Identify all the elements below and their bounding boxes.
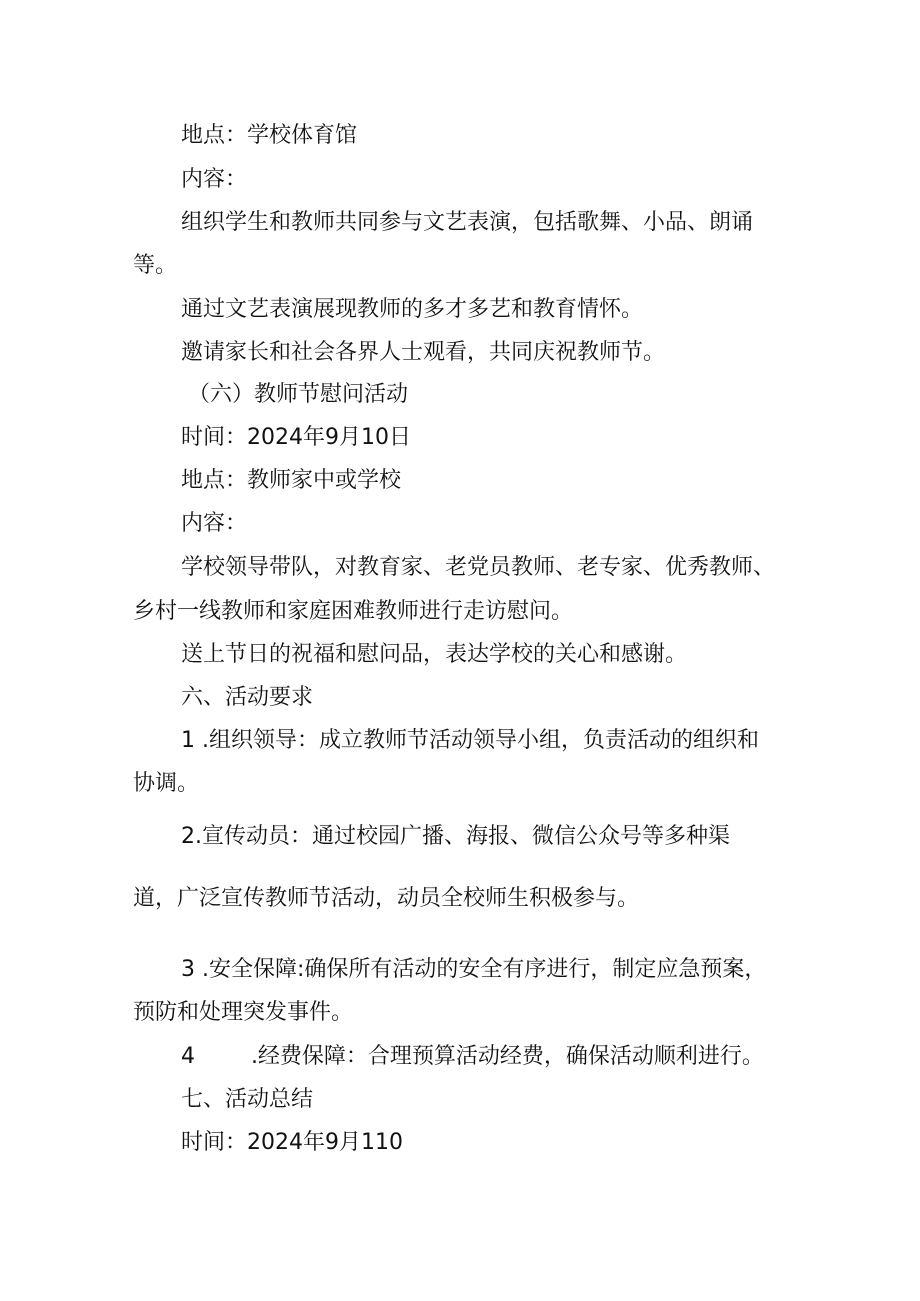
- text-line-content-label-2: 内容：: [181, 511, 248, 536]
- text-line-req-2: 2.宣传动员：通过校园广播、海报、微信公众号等多种渠: [181, 824, 730, 849]
- text-line-req-2-cont: 道，广泛宣传教师节活动，动员全校师生积极参与。: [133, 886, 640, 911]
- text-line-performance: 组织学生和教师共同参与文艺表演，包括歌舞、小品、朗诵: [181, 210, 754, 235]
- text-line-performance-cont: 等。: [133, 253, 178, 278]
- text-line-gifts: 送上节日的祝福和慰问品，表达学校的关心和感谢。: [181, 642, 688, 667]
- text-line-showcase: 通过文艺表演展现教师的多才多艺和教育情怀。: [181, 297, 644, 322]
- section-heading-summary: 七、活动总结: [181, 1087, 314, 1112]
- text-line-req-3-cont: 预防和处理突发事件。: [133, 1000, 354, 1025]
- text-line-req-1: 1 .组织领导：成立教师节活动领导小组，负责活动的组织和: [181, 728, 759, 753]
- text-line-venue-home: 地点：教师家中或学校: [181, 468, 402, 493]
- text-line-leaders-cont: 乡村一线教师和家庭困难教师进行走访慰问。: [133, 599, 574, 624]
- text-line-req-3: 3 .安全保障:确保所有活动的安全有序进行，制定应急预案，: [181, 957, 767, 982]
- text-line-content-label: 内容：: [181, 167, 248, 192]
- text-line-time: 时间：2024年9月10日: [181, 425, 411, 450]
- text-line-req-4: 4 .经费保障：合理预算活动经费，确保活动顺利进行。: [181, 1044, 764, 1069]
- text-line-leaders: 学校领导带队，对教育家、老党员教师、老专家、优秀教师、: [181, 555, 776, 580]
- text-line-invite: 邀请家长和社会各界人士观看，共同庆祝教师节。: [181, 340, 666, 365]
- section-heading-requirements: 六、活动要求: [181, 685, 314, 710]
- text-line-venue-gym: 地点：学校体育馆: [181, 123, 358, 148]
- section-heading-visit: （六）教师节慰问活动: [188, 382, 409, 407]
- text-line-summary-time: 时间：2024年9月110: [181, 1130, 403, 1155]
- text-line-req-1-cont: 协调。: [133, 771, 200, 796]
